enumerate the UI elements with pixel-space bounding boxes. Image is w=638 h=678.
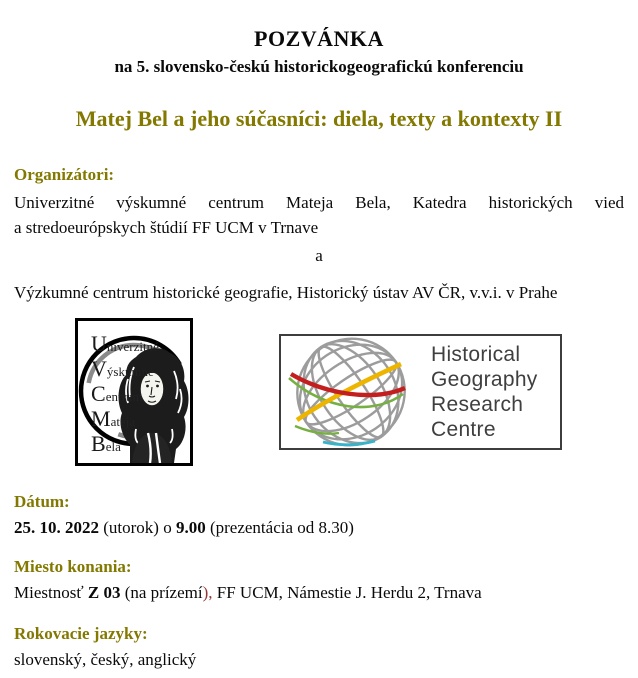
hgrc-logo: [279, 334, 562, 450]
organizers-line2: a stredoeurópskych štúdií FF UCM v Trnave: [14, 218, 319, 237]
organizers-second: Výzkumné centrum historické geografie, Historický ústav AV ČR, v.v.i. v Prahe: [14, 283, 558, 302]
uvcmb-logo: [75, 318, 193, 466]
red-punctuation: ),: [202, 583, 213, 602]
document-subtitle: na 5. slovensko-českú historickogeografickú konferenciu: [114, 57, 524, 76]
languages-heading: Rokovacie jazyky:: [14, 624, 148, 643]
connector-word: a: [315, 246, 323, 265]
languages-line: slovenský, český, anglický: [14, 650, 197, 669]
hgrc-logo-text: Historical Geography Research Centre: [431, 343, 538, 441]
date-line: 25. 10. 2022 (utorok) o 9.00 (prezentácia od 8.30): [14, 518, 354, 537]
venue-line: Miestnosť Z 03 (na prízemí), FF UCM, Námestie J. Herdu 2, Trnava: [14, 583, 482, 602]
conference-title: Matej Bel a jeho súčasníci: diela, texty a kontexty II: [75, 106, 563, 131]
document-title: POZVÁNKA: [254, 26, 384, 51]
date-heading: Dátum:: [14, 492, 70, 511]
time-value: 9.00: [175, 518, 206, 537]
date-value: 25. 10. 2022: [14, 518, 99, 537]
organizers-heading: Organizátori:: [14, 165, 115, 184]
hgrc-globe-icon: [281, 336, 426, 448]
organizers-line1: Univerzitné výskumné centrum Mateja Bela, Katedra historických vied: [14, 193, 624, 212]
uvcmb-logo-text: Univerzitné Výskumné Centrum Mateja Bela: [91, 331, 159, 456]
room-number: Z 03: [87, 583, 121, 602]
venue-heading: Miesto konania:: [14, 557, 132, 576]
